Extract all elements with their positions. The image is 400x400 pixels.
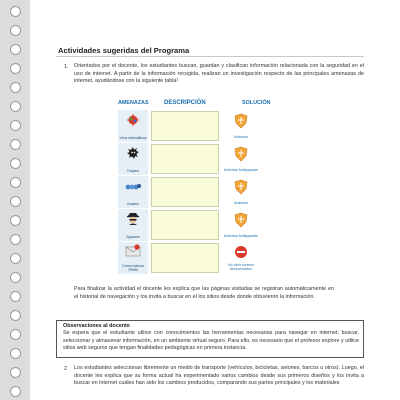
binder-hole [10, 291, 21, 302]
teacher-notes-box [56, 320, 364, 358]
binder-hole [10, 44, 21, 55]
shield-icon [234, 146, 248, 162]
binder-hole [10, 120, 21, 131]
closing-text: Para finalizar la actividad el docente les explica que las páginas visitadas se registran automáticamente en el historial de navegación y los invita a buscar en el los sitios desde donde obtuvieron la información. [74, 286, 334, 300]
item-2-text: Los estudiantes seleccionan libremente un medio de transporte (vehículos, bicicletas, aviones, barcos u otros). Luego, el docente les explica que su forma actual ha experimentado varios cambios desde sus primeros diseños y los invita a buscar en internet cuáles han sido los cambios producidos, comparando sus partes principales y los materiales [74, 365, 364, 387]
binder-hole [10, 196, 21, 207]
binder-hole [10, 386, 21, 397]
binder-hole [10, 253, 21, 264]
binder-hole [10, 215, 21, 226]
header-description: DESCRIPCIÓN [164, 100, 206, 106]
binder-strip [0, 0, 30, 400]
threat-label: Virus informáticos [119, 136, 147, 141]
virus-icon [126, 113, 140, 127]
solution-cell [223, 144, 281, 174]
teacher-notes-text: Se espera que el estudiante utilice con conocimientos las herramientas necesarias para navegar en internet, buscar, seleccionar y almacenar información, en un ambiente virtual seguro. Para ello, es necesario que el profesor explore y utilice sitios web seguros que tengan finalidades pedagógicas en primera instancia. [63, 330, 359, 352]
spy-icon [126, 211, 140, 226]
threat-cell [118, 242, 148, 274]
trojan-icon [126, 146, 140, 160]
section-heading: Actividades sugeridas del Programa [58, 46, 190, 55]
binder-hole [10, 234, 21, 245]
threat-label: Troyano [126, 169, 140, 174]
binder-hole [10, 6, 21, 17]
solution-cell [223, 177, 281, 207]
binder-hole [10, 63, 21, 74]
binder-hole [10, 101, 21, 112]
table-row [116, 242, 282, 274]
item-1-text: Orientados por el docente, los estudiantes buscan, guardan y clasifican información relacionada con la seguridad en el uso de internet. A partir de la información recogida, realizan un investigación respecto de las principales amenazas de internet, ayudándose con la siguiente tabla¹ [74, 63, 364, 85]
binder-holes [10, 0, 24, 400]
binder-hole [10, 272, 21, 283]
heading-divider [56, 56, 364, 57]
shield-icon [234, 179, 248, 195]
threat-label: Correo basura SPAM [122, 264, 144, 273]
binder-hole [10, 158, 21, 169]
table-row [116, 110, 282, 142]
binder-hole [10, 348, 21, 359]
binder-hole [10, 139, 21, 150]
threat-cell [118, 110, 148, 142]
item-2-number: 2 [64, 366, 67, 372]
binder-hole [10, 25, 21, 36]
description-cell[interactable] [151, 144, 219, 174]
table-row [116, 143, 282, 175]
description-cell[interactable] [151, 210, 219, 240]
item-1-number: 1. [64, 64, 69, 70]
threat-label: Spyware [126, 235, 140, 240]
description-cell[interactable] [151, 177, 219, 207]
solution-label: Antivirus Antispyware [223, 168, 259, 172]
description-cell[interactable] [151, 243, 219, 273]
description-cell[interactable] [151, 111, 219, 141]
shield-icon [234, 212, 248, 228]
binder-hole [10, 329, 21, 340]
binder-hole [10, 82, 21, 93]
binder-hole [10, 367, 21, 378]
solution-label: No abrir correos desconocidos [228, 263, 254, 271]
table-row [116, 176, 282, 208]
binder-hole [10, 310, 21, 321]
solution-cell [223, 243, 281, 273]
binder-hole [10, 177, 21, 188]
solution-cell [223, 111, 281, 141]
threat-cell [118, 176, 148, 208]
solution-label: Antivirus [234, 201, 248, 205]
no-entry-icon [234, 245, 248, 259]
header-threats: AMENAZAS [118, 100, 149, 106]
solution-label: Antivirus [234, 135, 248, 139]
threat-cell [118, 143, 148, 175]
worm-icon [124, 181, 142, 193]
solution-label: Antivirus Antispyware [223, 234, 259, 238]
shield-icon [234, 113, 248, 129]
threat-cell [118, 209, 148, 241]
threat-label: Gusano [127, 202, 139, 207]
spam-mail-icon [125, 244, 141, 258]
threats-table [116, 100, 282, 272]
solution-cell [223, 210, 281, 240]
teacher-notes-title: Observaciones al docente [63, 323, 130, 329]
document-page [34, 0, 400, 400]
table-row [116, 209, 282, 241]
header-solution: SOLUCIÓN [242, 100, 271, 106]
